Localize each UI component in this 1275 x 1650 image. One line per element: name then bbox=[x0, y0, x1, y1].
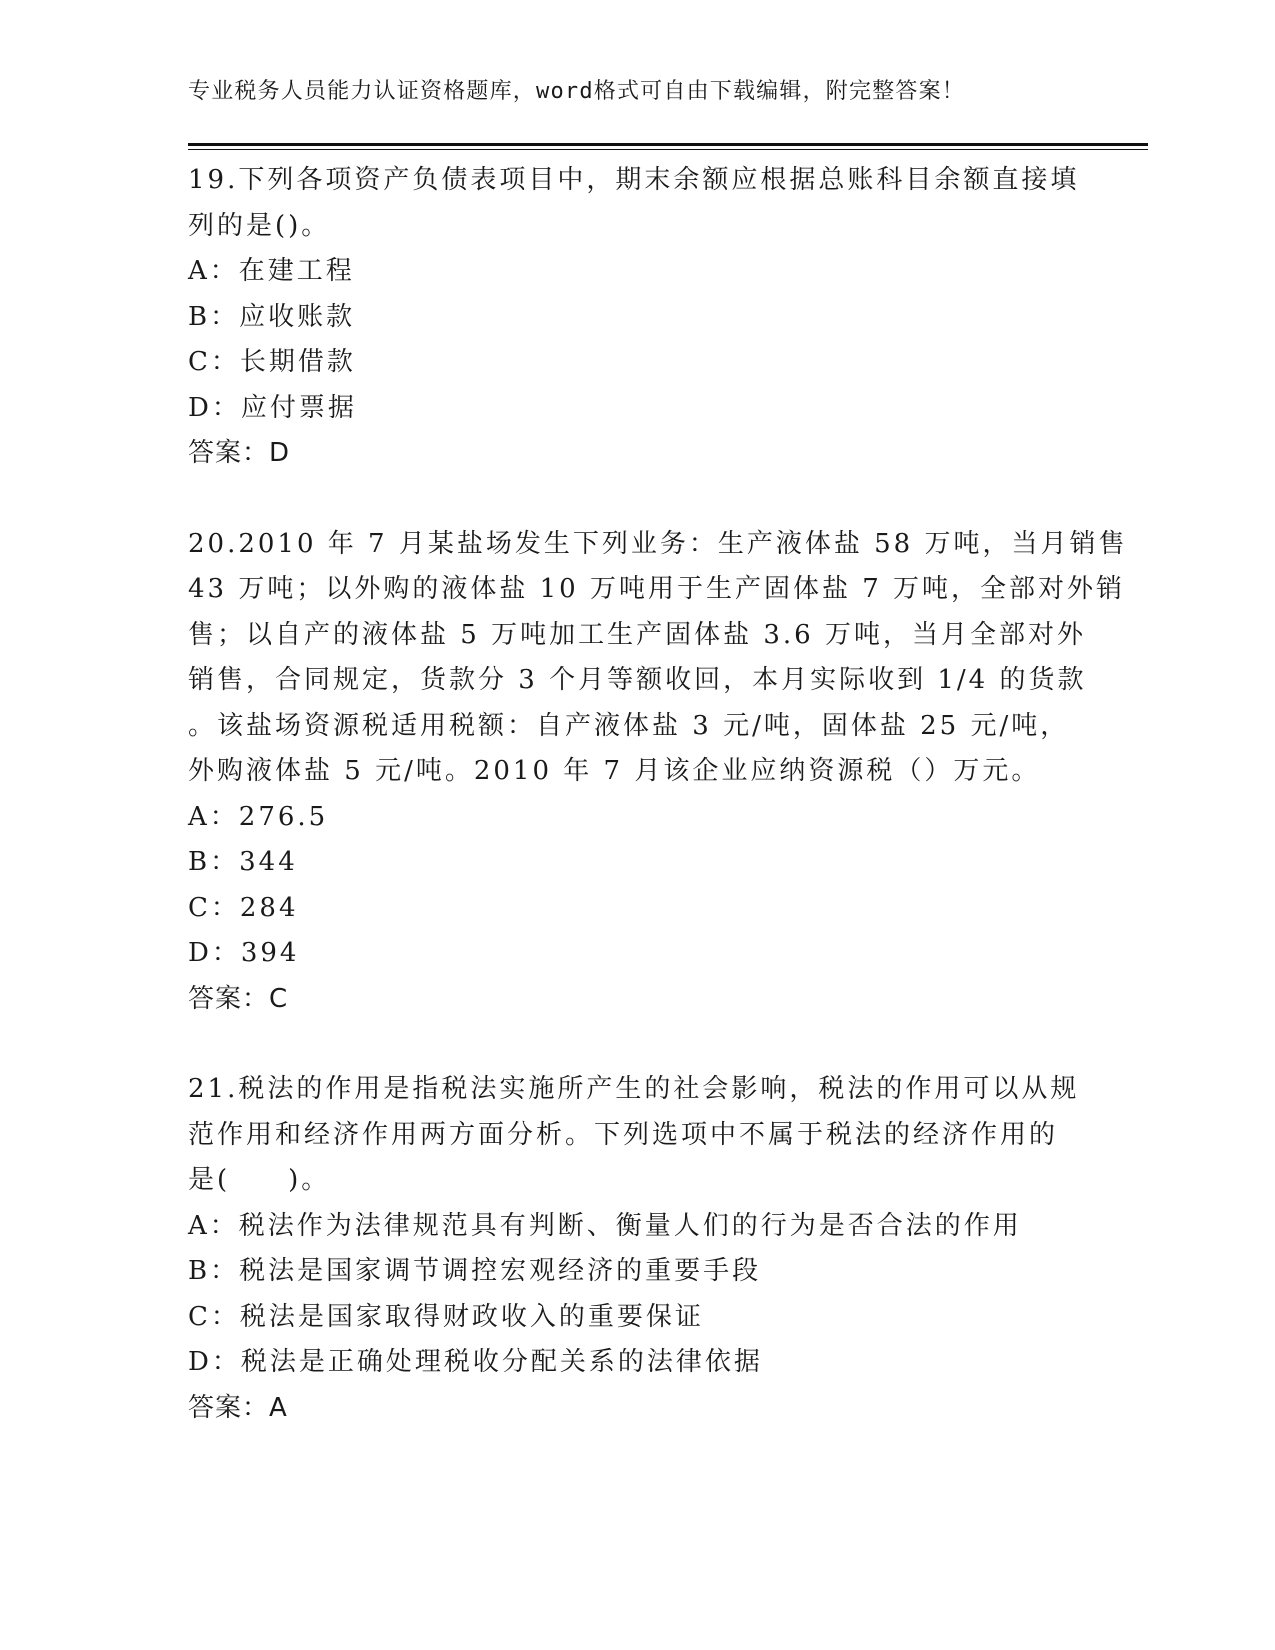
stem-line: 列的是()。 bbox=[188, 210, 331, 241]
stem-line: 。该盐场资源税适用税额：自产液体盐 3 元/吨，固体盐 25 元/吨， bbox=[188, 710, 1070, 741]
question-stem bbox=[188, 1067, 1088, 1204]
question-21 bbox=[188, 1067, 1088, 1431]
stem-line: 43 万吨；以外购的液体盐 10 万吨用于生产固体盐 7 万吨，全部对外销 bbox=[188, 574, 1126, 604]
option-d: D：应付票据 bbox=[188, 392, 357, 423]
answer: 答案：C bbox=[188, 983, 289, 1014]
option-b: B：344 bbox=[188, 847, 298, 877]
question-19 bbox=[188, 158, 1088, 477]
page-header: 专业税务人员能力认证资格题库，word格式可自由下载编辑，附完整答案！ bbox=[188, 79, 965, 104]
question-spacer bbox=[188, 1022, 1088, 1067]
answer: 答案：D bbox=[188, 438, 291, 468]
option-c: C：长期借款 bbox=[188, 347, 356, 377]
option-d: D：税法是正确处理税收分配关系的法律依据 bbox=[188, 1347, 763, 1377]
header-divider-thin bbox=[188, 149, 1148, 150]
option-a: A：税法作为法律规范具有判断、衡量人们的行为是否合法的作用 bbox=[188, 1210, 1022, 1241]
question-20 bbox=[188, 522, 1128, 1023]
question-list bbox=[188, 158, 1128, 1431]
header-divider-thick bbox=[188, 143, 1148, 146]
option-b: B：税法是国家调节调控宏观经济的重要手段 bbox=[188, 1256, 762, 1286]
stem-line: 销售，合同规定，货款分 3 个月等额收回，本月实际收到 1/4 的货款 bbox=[188, 665, 1087, 695]
stem-line: 19.下列各项资产负债表项目中，期末余额应根据总账科目余额直接填 bbox=[188, 165, 1080, 195]
option-a: A：276.5 bbox=[188, 801, 329, 832]
answer: 答案：A bbox=[188, 1392, 288, 1423]
stem-line: 范作用和经济作用两方面分析。下列选项中不属于税法的经济作用的 bbox=[188, 1119, 1059, 1150]
stem-line: 售；以自产的液体盐 5 万吨加工生产固体盐 3.6 万吨，当月全部对外 bbox=[188, 619, 1086, 650]
stem-line: 外购液体盐 5 元/吨。2010 年 7 月该企业应纳资源税（）万元。 bbox=[188, 756, 1041, 786]
stem-line: 20.2010 年 7 月某盐场发生下列业务：生产液体盐 58 万吨，当月销售 bbox=[188, 528, 1128, 559]
option-a: A：在建工程 bbox=[188, 256, 355, 286]
stem-line: 是( )。 bbox=[188, 1165, 331, 1195]
option-c: C：284 bbox=[188, 892, 299, 923]
stem-line: 21.税法的作用是指税法实施所产生的社会影响，税法的作用可以从规 bbox=[188, 1074, 1080, 1104]
question-spacer bbox=[188, 477, 1088, 522]
option-d: D：394 bbox=[188, 938, 300, 968]
question-stem bbox=[188, 522, 1128, 795]
option-c: C：税法是国家取得财政收入的重要保证 bbox=[188, 1301, 704, 1332]
option-b: B：应收账款 bbox=[188, 301, 356, 332]
question-stem bbox=[188, 158, 1088, 249]
